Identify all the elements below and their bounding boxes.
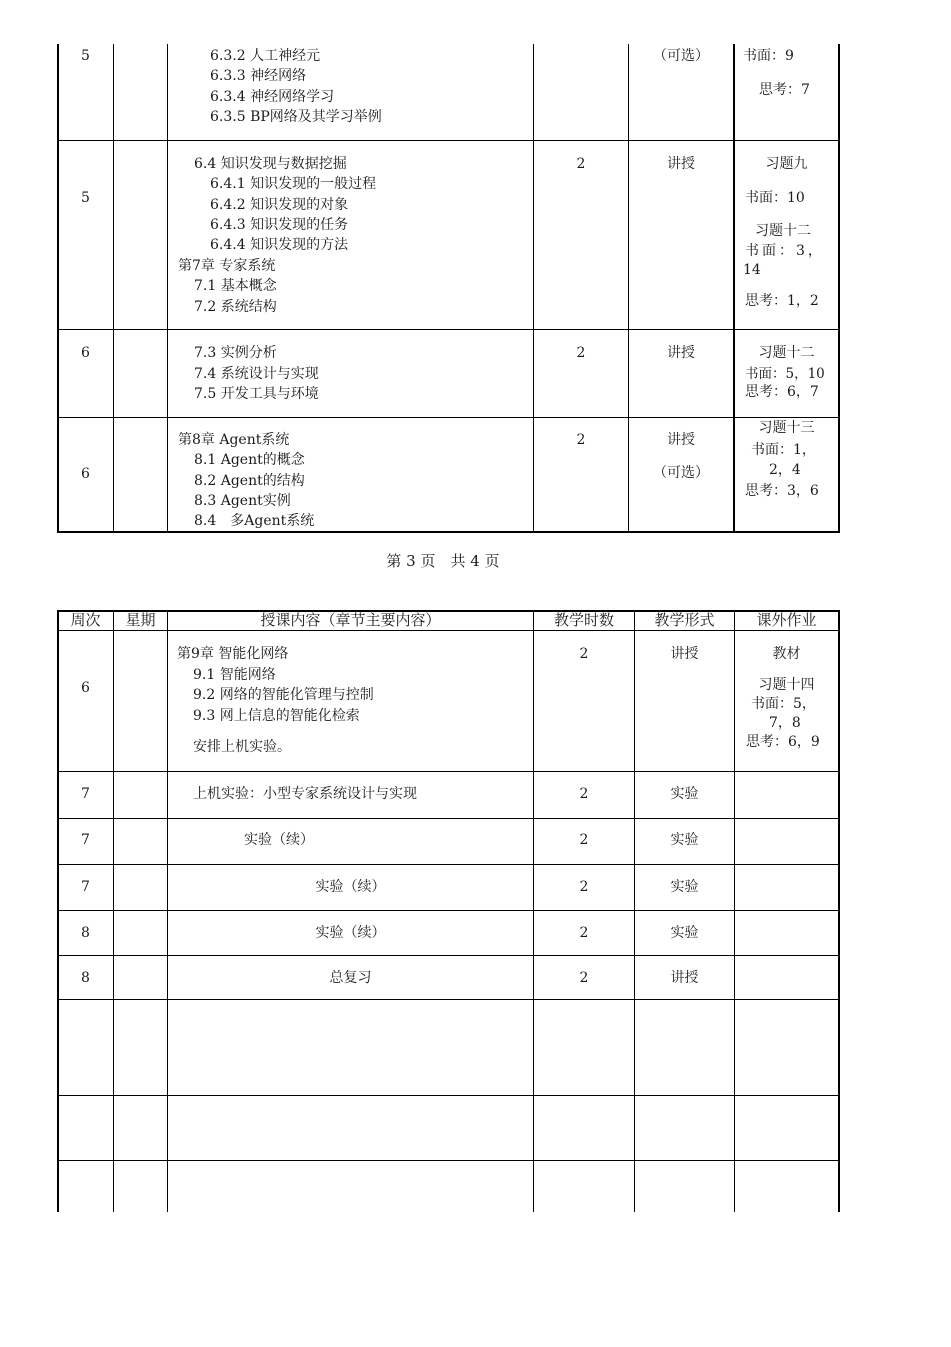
hours-cell: 2 — [579, 646, 589, 662]
week-cell: 5 — [81, 190, 90, 206]
hours-cell: 2 — [579, 970, 589, 986]
content-line: 7.5 开发工具与环境 — [194, 386, 319, 402]
week-cell: 8 — [81, 925, 90, 941]
table-border — [57, 417, 840, 418]
week-cell: 7 — [81, 786, 90, 802]
table-border — [533, 610, 534, 1212]
table-border — [57, 44, 59, 532]
hours-cell: 2 — [579, 832, 589, 848]
hours-cell: 2 — [576, 156, 586, 172]
content-line: 8.3 Agent实例 — [194, 493, 291, 509]
content-line: 8.4 多Agent系统 — [194, 513, 315, 529]
header-hours: 教学时数 — [553, 611, 614, 629]
form-cell: 实验 — [670, 786, 699, 802]
content-line: 6.3.3 神经网络 — [210, 68, 307, 84]
form-cell: 实验 — [670, 832, 699, 848]
homework-line: 书面：3， — [745, 243, 825, 259]
content-line: 6.4.3 知识发现的任务 — [210, 217, 349, 233]
form-cell: 讲授 — [667, 345, 695, 361]
week-cell: 8 — [81, 970, 90, 986]
table-border — [57, 1095, 840, 1096]
form-cell: （可选） — [653, 48, 709, 64]
content-line: 第7章 专家系统 — [178, 258, 276, 274]
form-cell: 讲授 — [670, 970, 699, 986]
table-border — [57, 140, 840, 141]
table-border — [113, 610, 114, 1212]
table-border — [57, 531, 840, 533]
table-border — [57, 329, 840, 330]
week-cell: 6 — [81, 680, 90, 696]
homework-line: 书面：10 — [745, 190, 805, 206]
homework-line: 习题十二 — [755, 223, 811, 239]
homework-line: 习题十三 — [758, 420, 815, 436]
form-cell: 实验 — [670, 879, 699, 895]
header-form: 教学形式 — [654, 611, 715, 629]
form-cell: （可选） — [653, 465, 709, 481]
hours-cell: 2 — [576, 432, 586, 448]
homework-line: 书面：5， — [751, 696, 816, 712]
homework-line: 思考：7 — [759, 82, 810, 98]
content-line: 9.3 网上信息的智能化检索 — [193, 708, 360, 724]
table-border — [838, 44, 840, 532]
table-border — [57, 771, 840, 772]
content-line: 第8章 Agent系统 — [178, 432, 290, 448]
content-line: 8.1 Agent的概念 — [194, 452, 305, 468]
homework-line: 思考：6，7 — [745, 384, 819, 400]
table-border — [57, 955, 840, 956]
content-line: 6.3.4 神经网络学习 — [210, 89, 335, 105]
table-border — [533, 44, 534, 532]
content-line: 7.3 实例分析 — [194, 345, 277, 361]
table-border — [167, 44, 168, 532]
form-cell: 讲授 — [667, 156, 695, 172]
homework-line: 思考：3，6 — [745, 483, 819, 499]
form-cell: 实验 — [670, 925, 699, 941]
homework-line: 书面：9 — [743, 48, 794, 64]
table-border — [57, 999, 840, 1000]
week-cell: 7 — [81, 879, 90, 895]
table-border — [57, 864, 840, 865]
week-cell: 6 — [81, 345, 90, 361]
header-content: 授课内容（章节主要内容） — [260, 611, 441, 629]
content-line: 6.3.5 BP网络及其学习举例 — [210, 109, 382, 125]
homework-line: 14 — [743, 262, 761, 278]
homework-line: 书面：1， — [751, 442, 816, 458]
homework-line: 习题十二 — [758, 345, 815, 361]
content-line: 7.4 系统设计与实现 — [194, 366, 319, 382]
homework-line: 教材 — [772, 646, 801, 662]
content-line: 第9章 智能化网络 — [177, 646, 289, 662]
homework-line: 思考：1，2 — [745, 293, 819, 309]
table-border — [113, 44, 114, 532]
week-cell: 7 — [81, 832, 90, 848]
content-line: 9.1 智能网络 — [193, 667, 276, 683]
form-cell: 讲授 — [667, 432, 695, 448]
homework-line: 习题十四 — [758, 677, 815, 693]
homework-line: 书面：5，10 — [745, 366, 825, 382]
table-border — [838, 610, 840, 1212]
table-border — [57, 1160, 840, 1161]
table-border — [634, 610, 635, 1212]
homework-line: 7，8 — [769, 715, 801, 731]
hours-cell: 2 — [579, 786, 589, 802]
form-cell: 讲授 — [670, 646, 699, 662]
content-line: 9.2 网络的智能化管理与控制 — [193, 687, 374, 703]
table-border — [57, 610, 59, 1212]
content-line: 实验（续） — [244, 832, 314, 848]
table-border — [628, 44, 629, 532]
table-border — [734, 610, 735, 1212]
content-line: 8.2 Agent的结构 — [194, 473, 305, 489]
content-line: 6.4 知识发现与数据挖掘 — [194, 156, 347, 172]
content-line: 7.2 系统结构 — [194, 299, 277, 315]
content-line: 6.4.2 知识发现的对象 — [210, 197, 349, 213]
header-week: 周次 — [70, 611, 101, 629]
content-line: 实验（续） — [315, 925, 386, 941]
homework-line: 思考：6，9 — [746, 734, 820, 750]
hours-cell: 2 — [576, 345, 586, 361]
week-cell: 5 — [81, 48, 90, 64]
content-line: 总复习 — [329, 970, 372, 986]
hours-cell: 2 — [579, 879, 589, 895]
hours-cell: 2 — [579, 925, 589, 941]
header-day: 星期 — [125, 611, 156, 629]
header-homework: 课外作业 — [756, 611, 817, 629]
week-cell: 6 — [81, 466, 90, 482]
table-border — [57, 910, 840, 911]
content-line: 安排上机实验。 — [193, 739, 291, 755]
content-line: 6.3.2 人工神经元 — [210, 48, 321, 64]
table-border — [733, 44, 735, 532]
homework-line: 2，4 — [769, 462, 801, 478]
content-line: 7.1 基本概念 — [194, 278, 277, 294]
table-border — [57, 818, 840, 819]
table-border — [57, 630, 840, 631]
table-border — [167, 610, 168, 1212]
content-line: 6.4.1 知识发现的一般过程 — [210, 176, 377, 192]
homework-line: 习题九 — [765, 156, 808, 172]
content-line: 实验（续） — [315, 879, 386, 895]
content-line: 上机实验：小型专家系统设计与实现 — [193, 786, 417, 802]
content-line: 6.4.4 知识发现的方法 — [210, 237, 349, 253]
page-number: 第 3 页 共 4 页 — [386, 552, 500, 570]
